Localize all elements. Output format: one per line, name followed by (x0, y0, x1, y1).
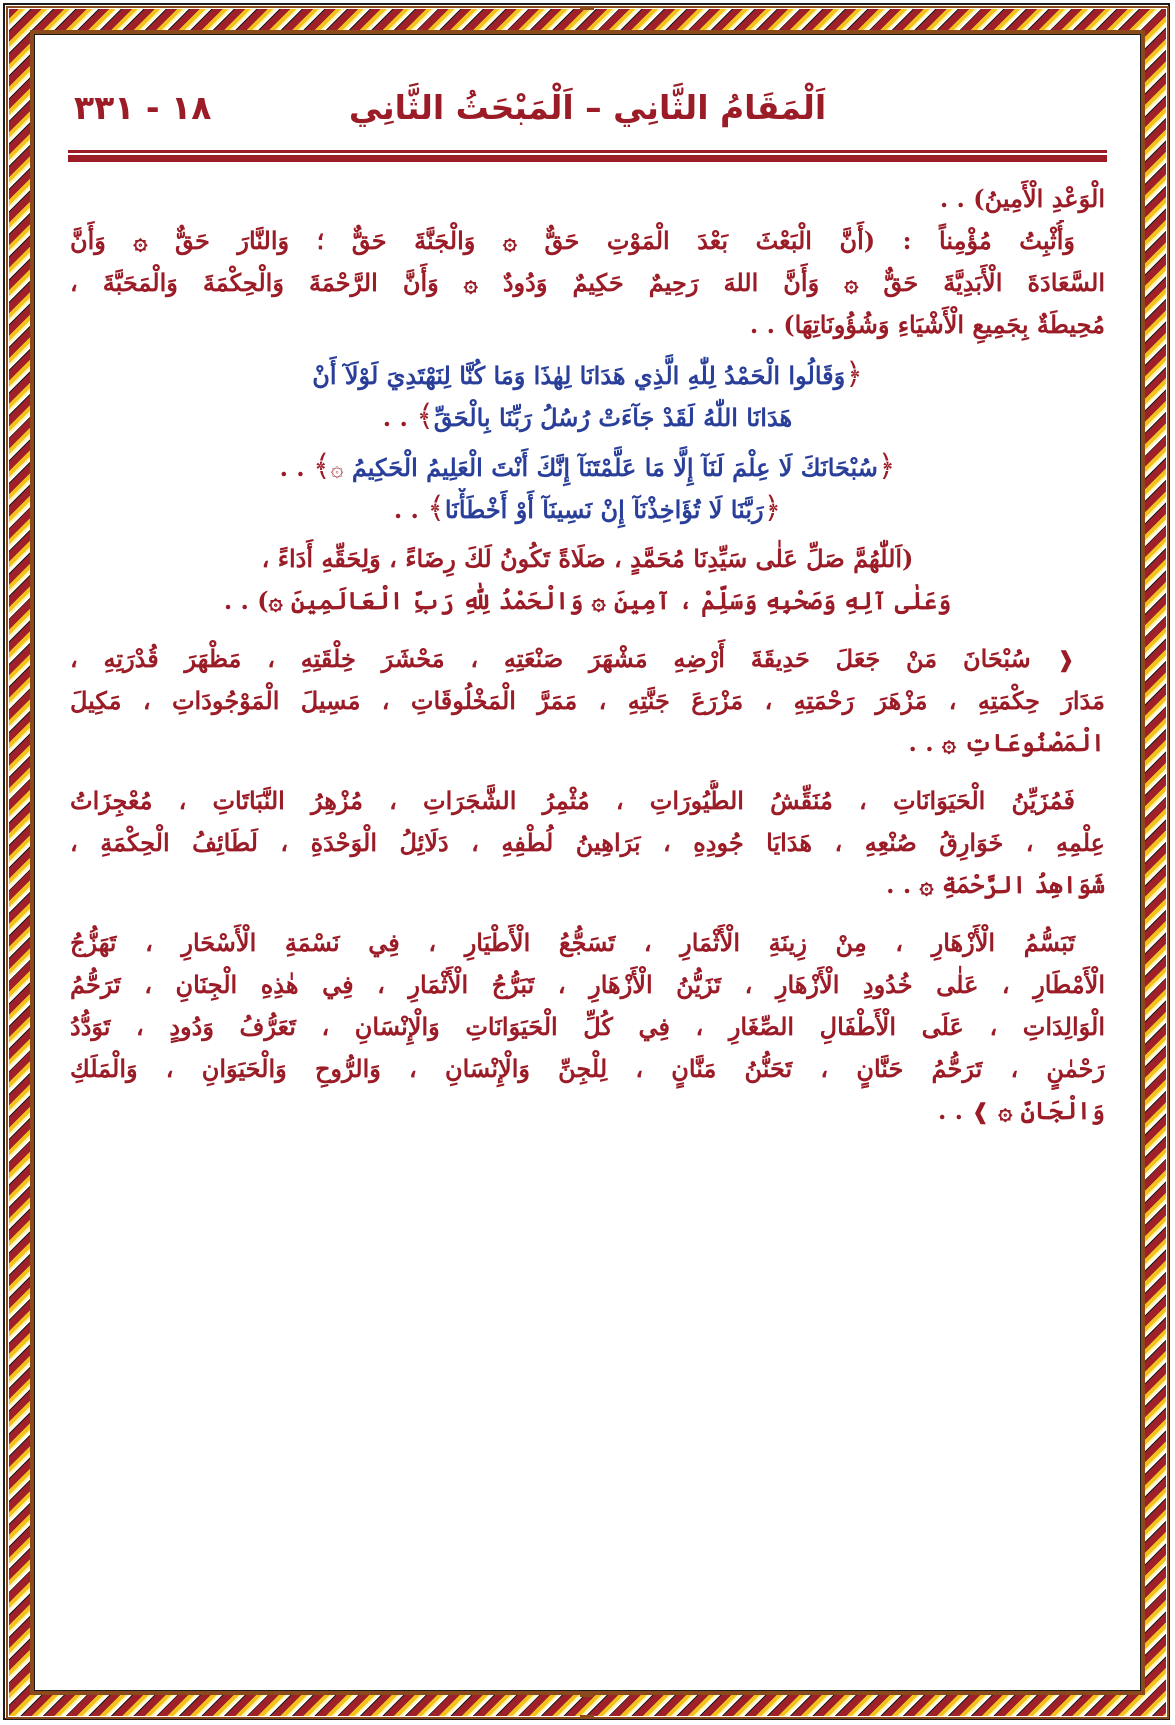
text-line: فَمُزَيِّنُ الْحَيَوَانَاتِ ، مُنَقِّشُ الطُّيُورَاتِ ، مُثْمِرُ الشَّجَرَاتِ ، مُزْهِرُ النَّبَاتَاتِ ، مُعْجِزَاتُ (70, 786, 1075, 815)
paragraph-text: سُبْحَانَ مَنْ جَعَلَ حَدِيقَةَ أَرْضِهِ مَشْهَرَ صَنْعَتِهِ ، مَحْشَرَ خِلْقَتِهِ ، مَظْهَرَ قُدْرَتِهِ ، (70, 644, 1031, 673)
text-line: رَحْمٰنٍ ، تَرَحُّمُ حَنَّانٍ ، تَحَنُّنُ مَنَّانٍ ، لِلْجِنِّ وَالْإِنْسَانِ ، وَالرُّوحِ وَالْحَيَوَانِ ، وَالْمَلَكِ (70, 1054, 1105, 1083)
double-dot: . . (393, 495, 419, 524)
chapter-title: اَلْمَقَامُ الثَّانِي – اَلْمَبْحَثُ الثَّانِي (348, 88, 827, 127)
paragraph-text: وَالْجَانِّ ۞ (998, 1096, 1105, 1125)
frame-center-mark-top-inner (580, 30, 594, 34)
quran-close-bracket-icon: ﴾ (313, 449, 331, 484)
quran-close-bracket-icon: ﴾ (427, 491, 445, 526)
text-line: تَبَسُّمُ الْأَزْهَارِ ، مِنْ زِينَةِ الْأَثْمَارِ ، تَسَجُّعُ الْأَطْيَارِ ، فِي نَسْمَةِ الْأَسْحَارِ ، تَهَزُّجُ (70, 928, 1075, 957)
text-line: شَوَاهِدُ الرَّحْمَةِ ۞ . . (886, 870, 1105, 899)
double-dot: . . (937, 1096, 964, 1125)
quran-verse-line (70, 488, 1105, 530)
quran-verse-line (70, 446, 1105, 488)
salawat-line: وَعَلٰى آلِهِ وَصَحْبِهِ وَسَلِّمْ ، آمِينَ ۞ وَالْحَمْدُ لِلّٰهِ رَبِّ الْعَالَمِينَ ۞) . . (223, 586, 952, 615)
quran-verse-text: سُبْحَانَكَ لَا عِلْمَ لَنَآ إِلَّا مَا عَلَّمْتَنَآ إِنَّكَ أَنْتَ الْعَلِيمُ الْحَكِيمُ (351, 453, 878, 482)
text-line: الْأَمْطَارِ ، عَلٰى خُدُودِ الْأَزْهَارِ ، تَزَيُّنُ الْأَزْهَارِ ، تَبَرُّجُ الْأَثْمَارِ ، فِي هٰذِهِ الْجِنَانِ ، تَرَحُّمُ (70, 970, 1105, 999)
page-body (70, 178, 1105, 1132)
double-dot: . . (382, 403, 408, 432)
text-line: مُحِيطَةٌ بِجَمِيعِ الْأَشْيَاءِ وَشُؤُونَاتِهَا) . . (749, 310, 1105, 339)
quran-open-bracket-icon: ﴿ (763, 491, 782, 526)
running-header (70, 40, 1105, 146)
frame-center-mark-bottom-inner (580, 1693, 594, 1697)
page-number: ١٨ - ٣٣١ (74, 88, 212, 127)
text-line (70, 1090, 1105, 1132)
quran-open-bracket-icon: ﴿ (877, 449, 896, 484)
ornament-open-bracket-icon: ❰ (1056, 648, 1075, 673)
ornament-close-bracket-icon: ❱ (971, 1100, 990, 1125)
quran-verse-line (70, 354, 1105, 396)
header-rule-thin (68, 150, 1107, 153)
double-dot: . . (279, 453, 305, 482)
text-line: وَأُثْبِتُ مُؤْمِناً : (أَنَّ الْبَعْثَ بَعْدَ الْمَوْتِ حَقٌّ ۞ وَالْجَنَّةَ حَقٌّ ؛ وَالنَّارَ حَقٌّ ۞ وَأَنَّ (70, 226, 1075, 255)
frame-center-mark-top (580, 6, 594, 10)
quran-verse-line (70, 396, 1105, 438)
quran-verse-text: رَبَّنَا لَا تُؤَاخِذْنَآ إِنْ نَسِينَآ أَوْ أَخْطَأْنَا (444, 495, 764, 524)
text-line: الْوَالِدَاتِ ، عَلَى الْأَطْفَالِ الصِّغَارِ ، فِي كُلِّ الْحَيَوَانَاتِ وَالْإِنْسَانِ ، تَعَرُّفُ وَدُودٍ ، تَوَدُّدُ (70, 1012, 1105, 1041)
rosette-icon: ۞ (330, 457, 344, 482)
header-rule-thick (68, 155, 1107, 162)
text-line (70, 638, 1105, 680)
text-line: مَدَارَ حِكْمَتِهِ ، مَزْهَرَ رَحْمَتِهِ ، مَزْرَعَ جَنَّتِهِ ، مَمَرَّ الْمَخْلُوقَاتِ ، مَسِيلَ الْمَوْجُودَاتِ ، مَكِيلَ (70, 686, 1105, 715)
quran-verse-text: هَدَانَا اللّٰهُ لَقَدْ جَآءَتْ رُسُلُ رَبِّنَا بِالْحَقِّ (433, 403, 793, 432)
salawat-line: (اَللّٰهُمَّ صَلِّ عَلٰى سَيِّدِنَا مُحَمَّدٍ ، صَلَاةً تَكُونُ لَكَ رِضَاءً ، وَلِحَقِّهِ أَدَاءً ، (261, 544, 914, 573)
text-line: الْوَعْدِ الْأَمِينُ) . . (939, 184, 1105, 213)
page-content (70, 40, 1105, 1125)
quran-close-bracket-icon: ﴾ (416, 399, 434, 434)
text-line: عِلْمِهِ ، خَوَارِقُ صُنْعِهِ ، هَدَايَا جُودِهِ ، بَرَاهِينُ لُطْفِهِ ، دَلَائِلُ الْوَحْدَةِ ، لَطَائِفُ الْحِكْمَةِ ، (70, 828, 1105, 857)
quran-verse-text: وَقَالُوا الْحَمْدُ لِلّٰهِ الَّذِي هَدَانَا لِهٰذَا وَمَا كُنَّا لِنَهْتَدِيَ لَوْلَآ أَنْ (312, 361, 846, 390)
frame-center-mark-bottom (580, 1715, 594, 1719)
quran-open-bracket-icon: ﴿ (845, 357, 863, 392)
text-line: الْمَصْنُوعَاتِ ۞ . . (908, 728, 1105, 757)
text-line: السَّعَادَةَ الْأَبَدِيَّةَ حَقٌّ ۞ وَأَنَّ اللهَ رَحِيمٌ حَكِيمٌ وَدُودٌ ۞ وَأَنَّ الرَّحْمَةَ وَالْحِكْمَةَ وَالْمَحَبَّةَ ، (70, 268, 1105, 297)
